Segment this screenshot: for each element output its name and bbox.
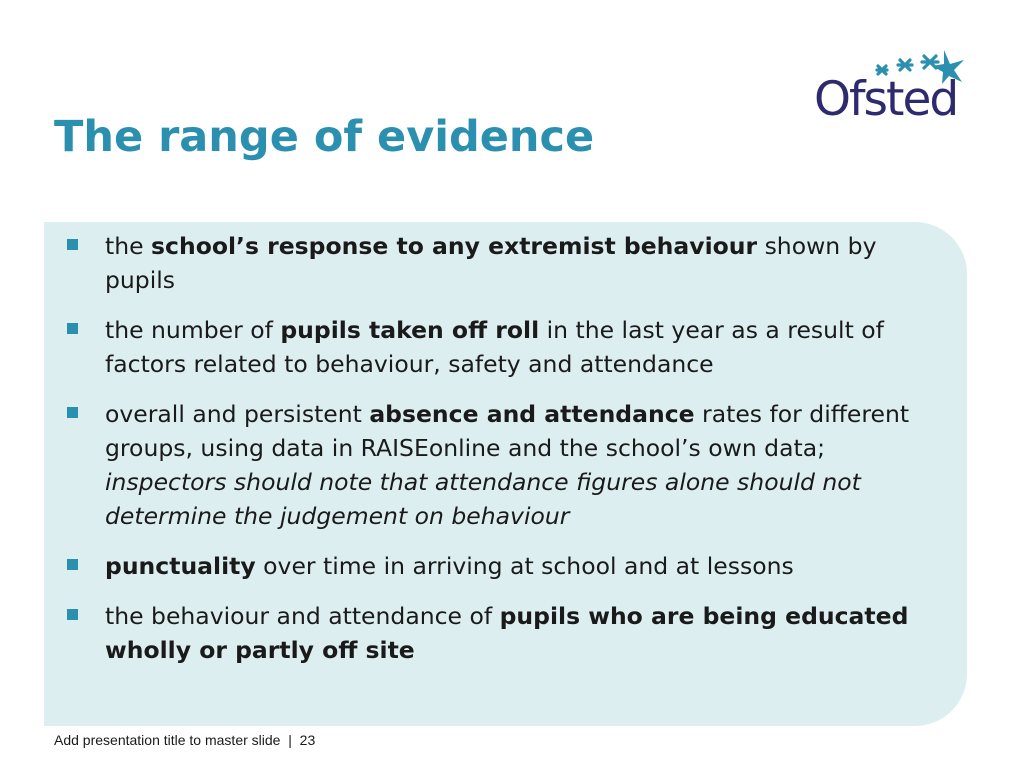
slide-footer: [54, 732, 315, 748]
bullet-item: punctuality over time in arriving at school and at lessons: [60, 549, 940, 583]
bullet-list: [60, 229, 940, 683]
footer-separator: |: [288, 732, 292, 748]
logo-wordmark: Ofsted: [814, 72, 958, 127]
footer-presentation-title: Add presentation title to master slide: [54, 732, 281, 748]
bullet-item: the behaviour and attendance of pupils who are being educated wholly or partly off site: [60, 599, 940, 667]
bullet-item: overall and persistent absence and attendance rates for different groups, using data in RAISEonline and the school’s own data; inspectors should note that attendance figures alone should not determine the judgement on behaviour: [60, 397, 940, 533]
bullet-item: the school’s response to any extremist behaviour shown by pupils: [60, 229, 940, 297]
square-bullet-icon: [67, 239, 78, 250]
square-bullet-icon: [67, 609, 78, 620]
page-number: 23: [299, 732, 316, 748]
square-bullet-icon: [67, 407, 78, 418]
slide-title: The range of evidence: [54, 112, 595, 162]
ofsted-logo: [812, 46, 972, 132]
square-bullet-icon: [67, 323, 78, 334]
bullet-item: the number of pupils taken off roll in the last year as a result of factors related to behaviour, safety and attendance: [60, 313, 940, 381]
square-bullet-icon: [67, 559, 78, 570]
